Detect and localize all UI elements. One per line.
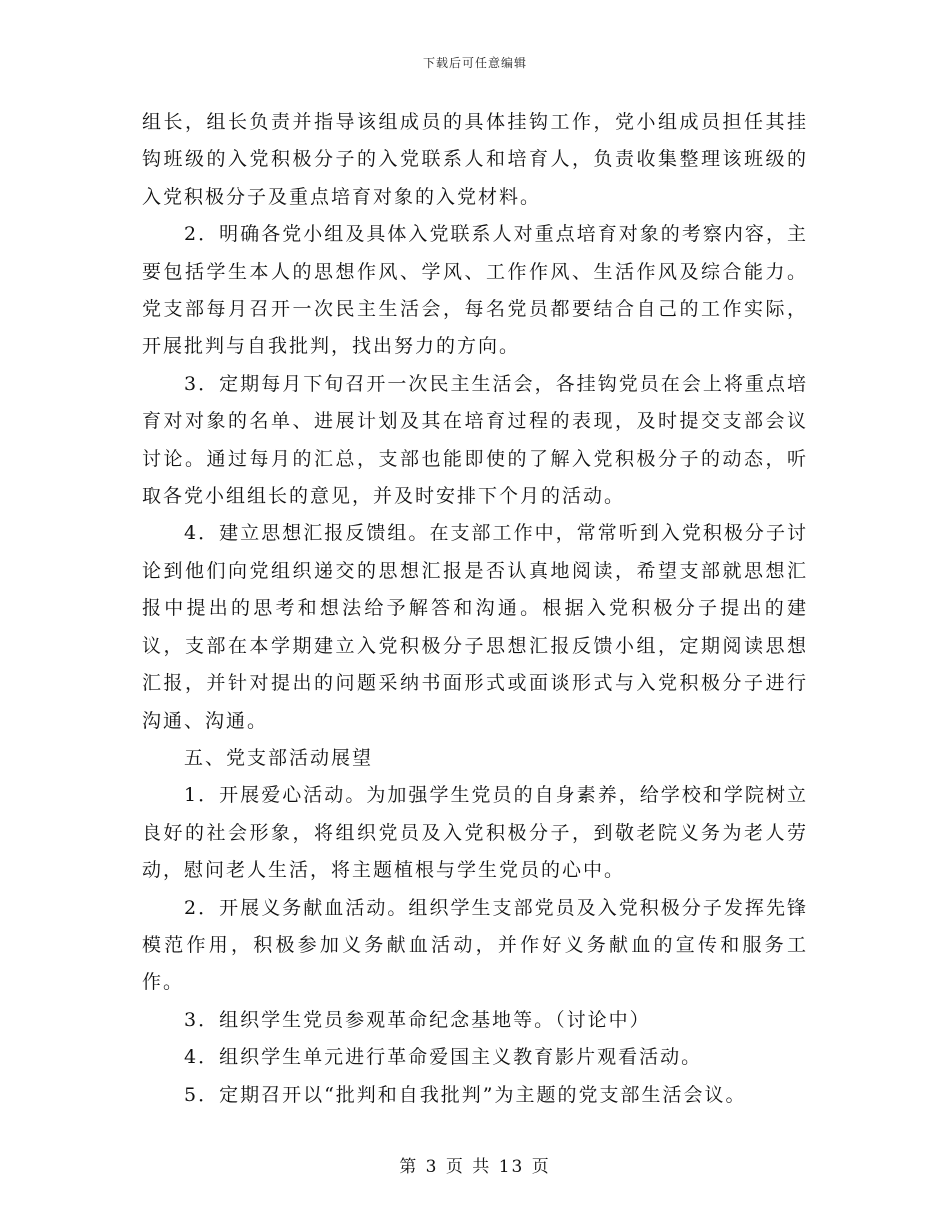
paragraph-activity-1: 1．开展爱心活动。为加强学生党员的自身素养，给学校和学院树立良好的社会形象，将组织党员及入党积极分子，到敬老院义务为老人劳动，慰问老人生活，将主题植根与学生党员的心中。 [142, 784, 808, 882]
paragraph-activity-2: 2．开展义务献血活动。组织学生支部党员及入党积极分子发挥先锋模范作用，积极参加义务献血活动，并作好义务献血的宣传和服务工作。 [142, 896, 808, 994]
page-footer: 第 3 页 共 13 页 [399, 1157, 551, 1177]
paragraph-activity-4: 4．组织学生单元进行革命爱国主义教育影片观看活动。 [184, 1046, 703, 1069]
paragraph-continuation: 组长，组长负责并指导该组成员的具体挂钩工作，党小组成员担任其挂钩班级的入党积极分子的入党联系人和培育人，负责收集整理该班级的入党积极分子及重点培育对象的入党材料。 [142, 111, 808, 208]
paragraph-activity-3: 3．组织学生党员参观革命纪念基地等。（讨论中） [184, 1008, 651, 1031]
paragraph-item-3: 3．定期每月下旬召开一次民主生活会，各挂钩党员在会上将重点培育对对象的名单、进展计划及其在培育过程的表现，及时提交支部会议讨论。通过每月的汇总，支部也能即使的了解入党积极分子的动态，听取各党小组组长的意见，并及时安排下个月的活动。 [142, 372, 808, 508]
section-heading: 五、党支部活动展望 [184, 746, 374, 769]
document-body [142, 104, 808, 1114]
page-header: 下载后可任意编辑 [422, 56, 527, 70]
paragraph-item-4: 4．建立思想汇报反馈组。在支部工作中，常常听到入党积极分子讨论到他们向党组织递交的思想汇报是否认真地阅读，希望支部就思想汇报中提出的思考和想法给予解答和沟通。根据入党积极分子提出的建议，支部在本学期建立入党积极分子思想汇报反馈小组，定期阅读思想汇报，并针对提出的问题采纳书面形式或面谈形式与入党积极分子进行沟通、沟通。 [142, 522, 808, 732]
paragraph-activity-5: 5．定期召开以“批判和自我批判”为主题的党支部生活会议。 [184, 1083, 747, 1106]
paragraph-item-2: 2．明确各党小组及具体入党联系人对重点培育对象的考察内容，主要包括学生本人的思想作风、学风、工作作风、生活作风及综合能力。党支部每月召开一次民主生活会，每名党员都要结合自己的工作实际，开展批判与自我批判，找出努力的方向。 [142, 223, 808, 358]
